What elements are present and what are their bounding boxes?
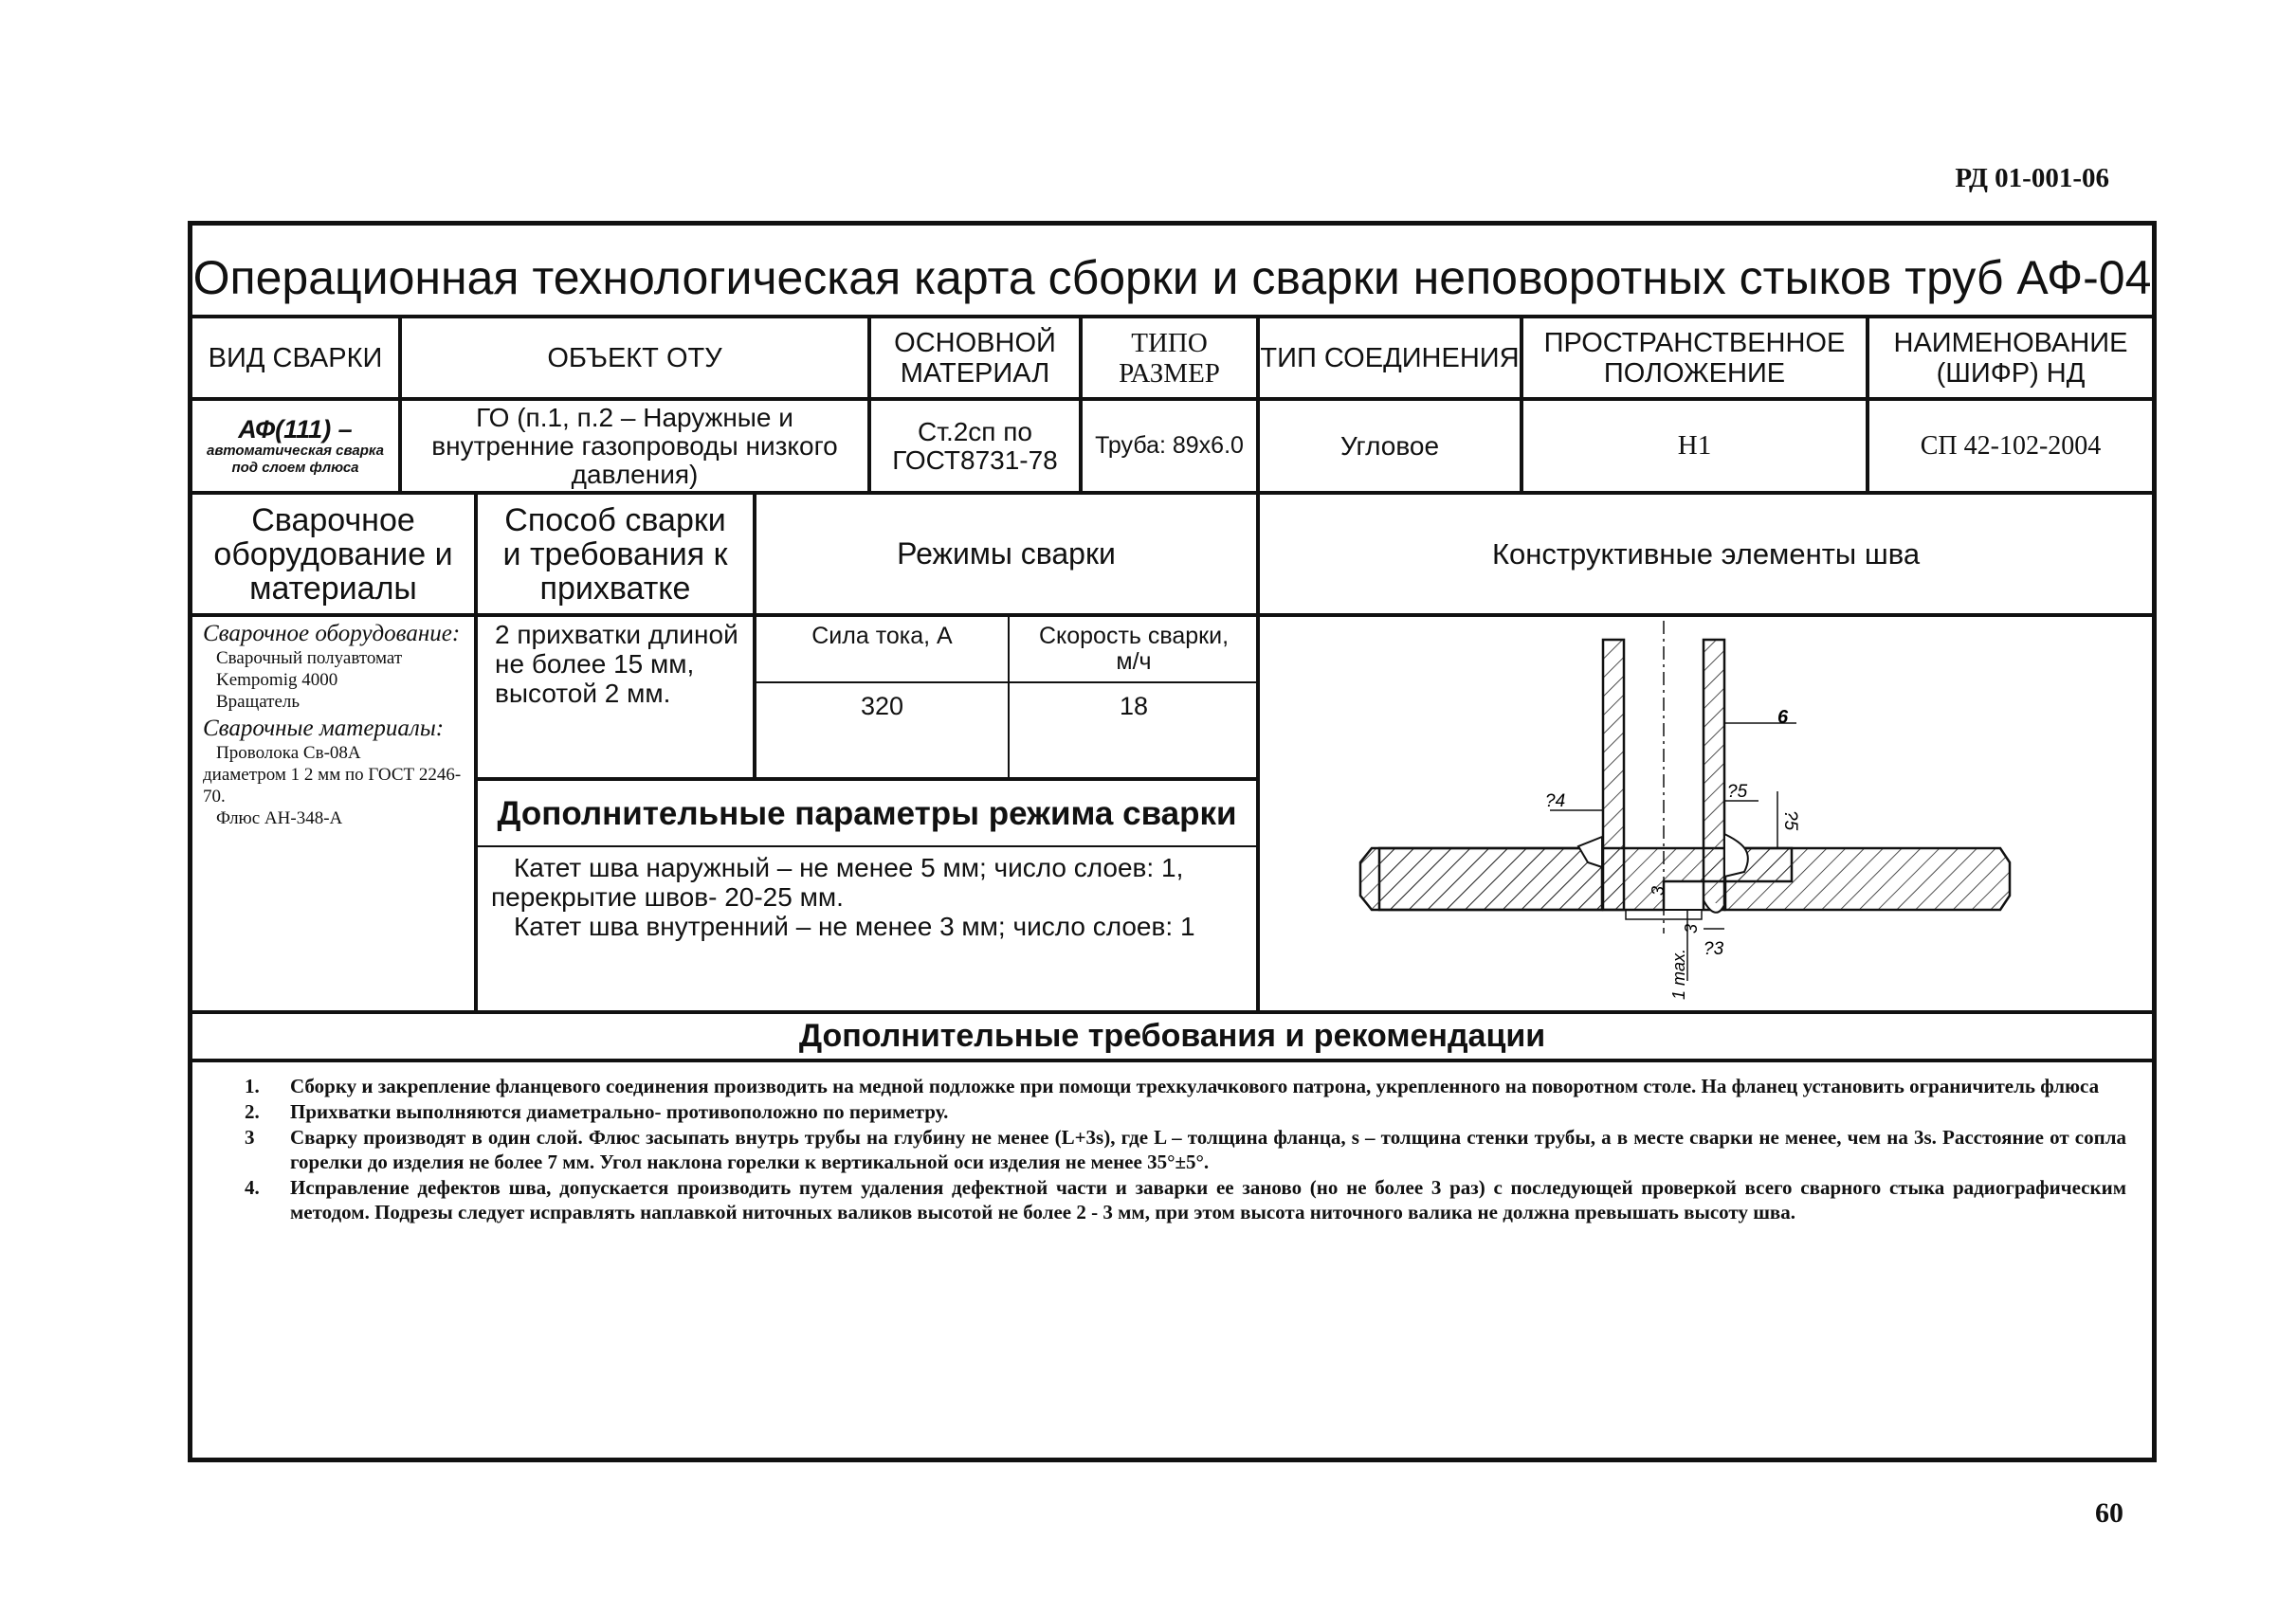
welding-type-code: АФ(111) –	[238, 414, 353, 444]
card-title: Операционная технологическая карта сборки и сварки неповоротных стыков труб АФ-04	[192, 251, 2152, 304]
base-material-value: Ст.2сп по ГОСТ8731-78	[892, 416, 1058, 475]
rec-item	[245, 1175, 2126, 1224]
extra-line-1: Катет шва наружный – не менее 5 мм; число слоев: 1,	[514, 853, 1184, 882]
rec-num: 3	[245, 1126, 255, 1149]
header-size-type: ТИПО РАЗМЕР	[1119, 328, 1220, 389]
speed-label: Скорость сварки, м/ч	[1038, 623, 1230, 675]
flange-left	[1360, 848, 1602, 910]
rec-num: 1.	[245, 1075, 260, 1097]
position-value: Н1	[1677, 430, 1712, 461]
rec-item	[245, 1099, 2126, 1124]
rule-above-extra	[477, 777, 1258, 781]
label-gap: 3	[1649, 885, 1667, 896]
rule-mode-labels	[756, 681, 1258, 683]
header-standard: НАИМЕНОВАНИЕ (ШИФР) НД	[1893, 328, 2128, 389]
equipment-block	[203, 620, 478, 829]
header-object: ОБЪЕКТ ОТУ	[547, 343, 722, 373]
rec-text: Прихватки выполняются диаметрально- противоположно по периметру.	[290, 1100, 949, 1123]
extra-params-text	[491, 853, 1249, 941]
equipment-line-2: Kempomig 4000	[216, 670, 338, 690]
rec-text: Сборку и закрепление фланцевого соединения производить на медной подложке при помощи трехкулачкового патрона, укрепленного на поворотном столе. На фланец установить ограничитель флюса	[290, 1075, 2100, 1097]
pipe-wall-right	[1704, 640, 1724, 910]
materials-line-1: Проволока Св-08А	[216, 743, 361, 763]
header-welding-type: ВИД СВАРКИ	[208, 343, 383, 373]
label-thickness: 6	[1777, 707, 1789, 728]
rec-num: 2.	[245, 1100, 260, 1123]
label-height: 3	[1682, 923, 1701, 933]
weld-right	[1724, 834, 1748, 877]
current-label: Сила тока, А	[811, 623, 953, 649]
current-value: 320	[860, 691, 904, 720]
page-number: 60	[2095, 1497, 2123, 1529]
rule-under-extra-title	[477, 845, 1258, 847]
document-code: РД 01-001-06	[1955, 163, 2109, 193]
header-joint-type: ТИП СОЕДИНЕНИЯ	[1260, 343, 1520, 373]
equipment-title: Сварочное оборудование:	[203, 621, 461, 646]
weld-joint-drawing	[1266, 621, 2142, 1005]
recs-list	[245, 1074, 2126, 1225]
rec-text: Исправление дефектов шва, допускается производить путем удаления дефектной части и заварки ее заново (но не более 3 раз) с последующей проверкой всего сварного стыка радиографическим методом. Подрезы следует исправлять наплавкой ниточных валиков высотой не более 2 - 3 мм, при этом высота ниточного валика не должна превышать высоту шва.	[290, 1176, 2126, 1223]
modes-head: Режимы сварки	[897, 536, 1116, 571]
recs-title: Дополнительные требования и рекомендации	[798, 1018, 1546, 1054]
welding-type-cell	[192, 401, 398, 491]
materials-title: Сварочные материалы:	[203, 716, 445, 741]
rec-item	[245, 1125, 2126, 1174]
standard-value: СП 42-102-2004	[1920, 430, 2102, 461]
label-leg-right2: ?5	[1780, 810, 1800, 831]
header-position: ПРОСТРАНСТВЕННОЕ ПОЛОЖЕНИЕ	[1543, 328, 1846, 389]
rule-under-title	[188, 315, 2157, 318]
equipment-line-3: Вращатель	[216, 692, 301, 712]
extra-line-3: Катет шва внутренний – не менее 3 мм; число слоев: 1	[514, 912, 1195, 941]
speed-value: 18	[1119, 691, 1149, 720]
label-bottom-leg: ?3	[1704, 939, 1724, 959]
rule-under-recs-title	[188, 1059, 2157, 1062]
size-type-value: Труба: 89х6.0	[1095, 432, 1244, 459]
materials-line-2: диаметром 1 2 мм по ГОСТ 2246-70.	[203, 765, 462, 806]
tack-requirements: 2 прихватки длиной не более 15 мм, высотой 2 мм.	[495, 620, 738, 708]
extra-params-title: Дополнительные параметры режима сварки	[497, 795, 1237, 832]
materials-line-3: Флюс АН-348-А	[216, 808, 343, 828]
rec-text: Сварку производят в один слой. Флюс засыпать внутрь трубы на глубину не менее (L+3s), где L – толщина фланца, s – толщина стенки трубы, а в месте сварки не менее, чем на 3s. Расстояние от сопла горелки до изделия не более 7 мм. Угол наклона горелки к вертикальной оси изделия не менее 35°±5°.	[290, 1126, 2126, 1173]
object-value: ГО (п.1, п.2 – Наружные и внутренние газопроводы низкого давления)	[431, 402, 838, 489]
header-base-material: ОСНОВНОЙ МАТЕРИАЛ	[894, 328, 1056, 389]
flange-right	[1725, 848, 2010, 910]
method-head: Способ сварки и требования к прихватке	[502, 501, 728, 607]
equipment-head: Сварочное оборудование и материалы	[213, 501, 453, 607]
vrule-modes-split	[1008, 615, 1010, 778]
label-max: 1 max.	[1669, 948, 1688, 1000]
joint-type-value: Угловое	[1339, 430, 1440, 461]
equipment-line-1: Сварочный полуавтомат	[216, 648, 403, 668]
pipe-wall-left	[1603, 640, 1624, 910]
rec-item	[245, 1074, 2126, 1098]
welding-type-desc: автоматическая сварка под слоем флюса	[206, 442, 385, 476]
extra-line-2: перекрытие швов- 20-25 мм.	[491, 882, 844, 912]
design-head: Конструктивные элементы шва	[1491, 536, 1921, 571]
label-leg-right: ?5	[1727, 782, 1748, 802]
rec-num: 4.	[245, 1176, 260, 1199]
label-leg-left: ?4	[1545, 791, 1566, 811]
